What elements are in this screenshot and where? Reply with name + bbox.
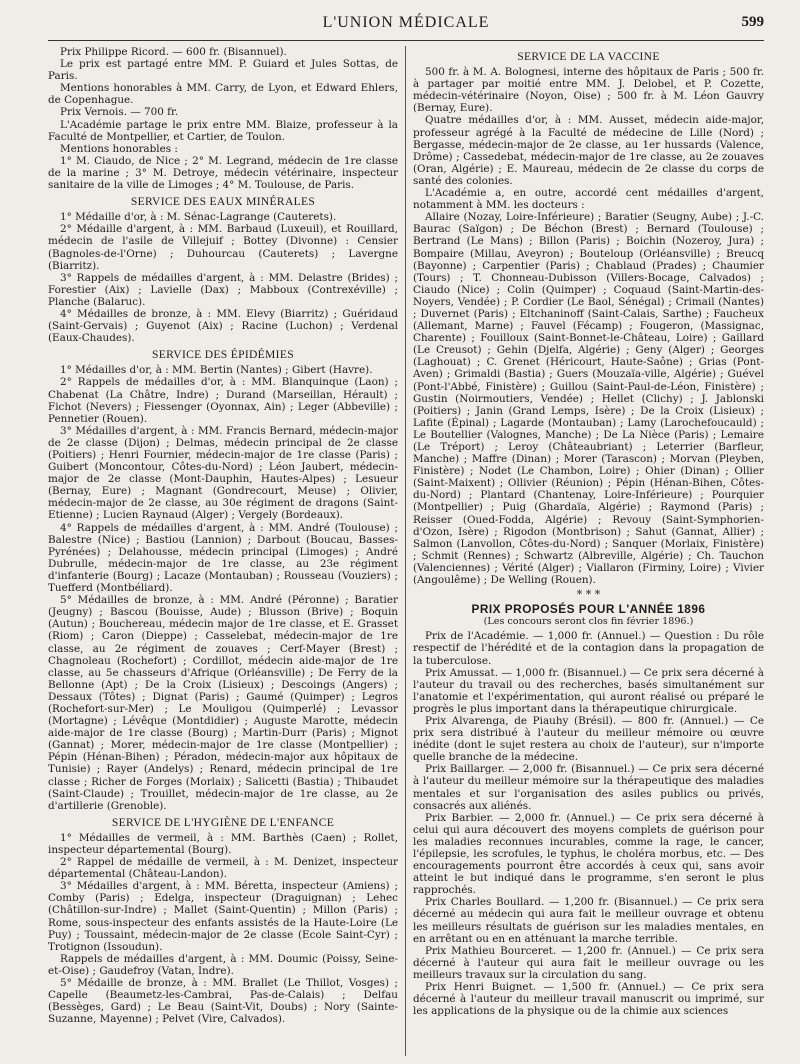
paragraph: Prix Philippe Ricord. — 600 fr. (Bisannuel). bbox=[60, 46, 287, 58]
paragraph: Prix de l'Académie. — 1,000 fr. (Annuel.) — Question : Du rôle respectif de l'hérédité et de la contagion dans la propagation de la tuberculose. bbox=[413, 630, 764, 667]
paragraph: 5° Médaille de bronze, à : MM. Brallet (Le Thillot, Vosges) ; Capelle (Beaumetz-les-Cambrai, Pas-de-Calais) ; Delfau (Bessèges, Gard) ; Le Beau (Saint-Vit, Doubs) ; Nory (Sainte-Suzanne, Mayenne) ; Pelvet (Vire, Calvados). bbox=[48, 977, 398, 1026]
header-rule bbox=[48, 40, 764, 41]
paragraph: Prix Barbier. — 2,000 fr. (Annuel.) — Ce prix sera décerné à celui qui aura découvert des moyens complets de guérison pour les maladies reconnues incurables, comme la rage, le cancer, l'épilepsie, les scrofules, le typhus, le choléra morbus, etc. — Des encouragements pourront être accordés à ceux qui, sans avoir atteint le but indiqué dans le programme, s'en seront le plus rapprochés. bbox=[413, 811, 764, 897]
paragraph: 2° Rappels de médailles d'or, à : MM. Blanquinque (Laon) ; Chabenat (La Châtre, Indre) ; Durand (Marseillan, Hérault) ; Fichot (Nevers) ; Fiessenger (Oyonnax, Ain) ; Leger (Abbeville) ; Pennetier (Rouen). bbox=[48, 376, 398, 425]
paragraph: 3° Médailles d'argent, à : MM. Francis Bernard, médecin-major de 2e classe (Dijon) ; Delmas, médecin principal de 2e classe (Poitiers) ; Henri Fournier, médecin-major de 1re classe (Paris) ; Guibert (Moncontour, Côtes-du-Nord) ; Léon Jaubert, médecin-major de 2e classe (Mont-Dauphin, Hautes-Alpes) ; Lesueur (Bernay, Eure) ; Magnant (Gondrecourt, Meuse) ; Olivier, médecin-major de 2e classe, au 30e régiment de dragons (Saint-Etienne) ; Lucien Raynaud (Alger) ; Vergely (Bordeaux). bbox=[48, 424, 398, 522]
paragraph: 1° M. Ciaudo, de Nice ; 2° M. Legrand, médecin de 1re classe de la marine ; 3° M. Detroye, médecin vétérinaire, inspecteur sanitaire de la ville de Limoges ; 4° M. Toulouse, de Paris. bbox=[48, 154, 398, 192]
paragraph: Prix Henri Buignet. — 1,500 fr. (Annuel.) — Ce prix sera décerné à l'auteur du meilleur travail manuscrit ou imprimé, sur les applications de la physique ou de la chimie aux sciences bbox=[413, 981, 764, 1018]
paragraph: 2° Rappel de médaille de vermeil, à : M. Denizet, inspecteur départemental (Château-Landon). bbox=[48, 856, 398, 881]
paragraph: 5° Médailles de bronze, à : MM. André (Péronne) ; Baratier (Jeugny) ; Bascou (Bouisse, Aude) ; Blusson (Brive) ; Boquin (Autun) ; Bouchereau, médecin major de 1re classe, et E. Grasset (Riom) ; Caron (Dieppe) ; Casselebat, médecin-major de 1re classe, au 2e régiment de zouaves ; Cerf-Mayer (Brest) ; Chagnoleau (Rochefort) ; Cordillot, médecin aide-major de 1re classe, au 5e chasseurs d'Afrique (Orléansville) ; De Ferry de la Bellonne (Apt) ; De la Croix (Lisieux) ; Descoings (Angers) ; Dessaux (Tôtes) ; Dignat (Paris) ; Gaumé (Quimper) ; Legros (Rochefort-sur-Mer) ; Le Mouligou (Quimperlé) ; Levassor (Mortagne) ; Lévêque (Montdidier) ; Auguste Marotte, médecin aide-major de 1re classe (Bourg) ; Martin-Durr (Paris) ; Mignot (Gannat) ; Morer, médecin-major de 1re classe (Montpellier) ; Pépin (Hénan-Bihen) ; Péradon, médecin-major aux hôpitaux de Tunisie) ; Rayer (Andelys) ; Renard, médecin principal de 1re classe ; Richer de Forges (Morlaix) ; Salicetti (Bastia) ; Thibaudet (Saint-Claude) ; Trouillet, médecin-major de 1re classe, au 2e d'artillerie (Grenoble). bbox=[48, 594, 398, 812]
section-heading: SERVICE DE LA VACCINE bbox=[517, 50, 660, 63]
paragraph: 1° Médailles d'or, à : MM. Bertin (Nantes) ; Gibert (Havre). bbox=[60, 364, 373, 377]
two-column-body bbox=[48, 46, 764, 1056]
paragraph: 500 fr. à M. A. Bolognesi, interne des hôpitaux de Paris ; 500 fr. à partager par moitié entre MM. J. Delobel, et P. Cozette, médecin-vétérinaire (Noyon, Oise) ; 500 fr. à M. Léon Gauvry (Bernay, Eure). bbox=[413, 66, 764, 115]
paragraph: Rappels de médailles d'argent, à : MM. Doumic (Poissy, Seine-et-Oise) ; Gaudefroy (Vatan, Indre). bbox=[48, 952, 398, 977]
section-heading: SERVICE DE L'HYGIÈNE DE L'ENFANCE bbox=[111, 815, 335, 829]
paragraph: 4° Rappels de médailles d'argent, à : MM. André (Toulouse) ; Balestre (Nice) ; Bastiou (Lannion) ; Darbout (Boucau, Basses-Pyrénées) ; Delahousse, médecin principal (Limoges) ; André Dubrulle, médecin-major de 1re classe, au 23e régiment d'infanterie (Bourg) ; Lacaze (Montauban) ; Rousseau (Vouziers) ; Tuefferd (Montbéliard). bbox=[48, 521, 398, 595]
paragraph: Prix Charles Boullard. — 1,200 fr. (Bisannuel.) — Ce prix sera décerné au médecin qui aura fait le meilleur ouvrage et obtenu les meilleurs résultats de guérison sur les maladies mentales, en en arrêtant ou en en atténuant la marche terrible. bbox=[413, 896, 764, 945]
paragraph: Prix Alvarenga, de Piauhy (Brésil). — 800 fr. (Annuel.) — Ce prix sera distribué à l'auteur du meilleur mémoire ou œuvre inédite (dont le sujet restera au choix de l'auteur), sur n'importe quelle branche de la médecine. bbox=[413, 714, 764, 764]
paragraph: L'Académie partage le prix entre MM. Blaize, professeur à la Faculté de Montpellier, et Cartier, de Toulon. bbox=[48, 118, 398, 143]
paragraph: 3° Rappels de médailles d'argent, à : MM. Delastre (Brides) ; Forestier (Aix) ; Lavielle (Dax) ; Mabboux (Contrexéville) ; Planche (Balaruc). bbox=[48, 271, 398, 308]
paragraph: Le prix est partagé entre MM. P. Guiard et Jules Sottas, de Paris. bbox=[48, 58, 398, 83]
paragraph: Prix Vernois. — 700 fr. bbox=[60, 106, 179, 119]
page-number: 599 bbox=[741, 14, 764, 30]
main-heading: PRIX PROPOSÉS POUR L'ANNÉE 1896 bbox=[471, 602, 706, 617]
paragraph: Mentions honorables : bbox=[60, 142, 178, 155]
journal-title: L'UNION MÉDICALE bbox=[322, 14, 490, 31]
paragraph: 2° Médaille d'argent, à : MM. Barbaud (Luxeuil), et Rouillard, médecin de l'asile de Villejuif ; Bottey (Divonne) : Censier (Bagnoles-de-l'Orne) ; Duhourcau (Cauterets) ; Lavergne (Biarritz). bbox=[48, 223, 398, 272]
paragraph: 3° Médailles d'argent, à : MM. Béretta, inspecteur (Amiens) ; Comby (Paris) ; Edelga, inspecteur (Draguignan) ; Lehec (Châtillon-sur-Indre) ; Mallet (Saint-Quentin) ; Millon (Paris) ; Rome, sous-inspecteur des enfants assistés de la Haute-Loire (Le Puy) ; Toussaint, médecin-major de 2e classe (Ecole Saint-Cyr) ; Trotignon (Issoudun). bbox=[48, 880, 398, 953]
page-header bbox=[48, 14, 764, 36]
paragraph: Prix Mathieu Bourceret. — 1,200 fr. (Annuel.) — Ce prix sera décerné à l'auteur qui aura fait le meilleur ouvrage ou les meilleurs travaux sur la circulation du sang. bbox=[413, 944, 764, 981]
paragraph: Allaire (Nozay, Loire-Inférieure) ; Baratier (Seugny, Aube) ; J.-C. Baurac (Saïgon) ; De Béchon (Brest) ; Bernard (Toulouse) ; Bertrand (Le Mans) ; Billon (Paris) ; Boichin (Nozeroy, Jura) ; Bompaire (Millau, Aveyron) ; Bouteloup (Orléansville) ; Breucq (Bayonne) ; Carpentier (Paris) ; Chablaud (Prades) ; Chaumier (Tours) ; T. Chonneau-Dubisson (Villers-Bocage, Calvados) ; Ciaudo (Nice) ; Colin (Quimper) ; Coquaud (Saint-Martin-des-Noyers, Vendée) ; P. Cordier (Le Baol, Sénégal) ; Crimail (Nantes) ; Duvernet (Paris) ; Eltchaninoff (Saint-Calais, Sarthe) ; Faucheux (Allemant, Marne) ; Fauvel (Fécamp) ; Fougeron, (Massignac, Charente) ; Fouilloux (Saint-Bonnet-le-Château, Loire) ; Gaillard (Le Creusot) ; Gehin (Djelfa, Algérie) ; Geny (Alger) ; Georges (Laghouat) ; C. Grenet (Héricourt, Haute-Saône) ; Grias (Pont-Aven) ; Grimaldi (Bastia) ; Guers (Mouzaïa-ville, Algérie) ; Guével (Pont-l'Abbé, Finistère) ; Guillou (Saint-Paul-de-Léon, Finistère) ; Gustin (Noirmoutiers, Vendée) ; Hellet (Clichy) ; J. Jablonski (Poitiers) ; Janin (Grand Lemps, Isère) ; De la Croix (Lisieux) ; Lafite (Épinal) ; Lagarde (Montauban) ; Lamy (Larochefoucauld) ; Le Boutellier (Valognes, Manche) ; De La Nièce (Paris) ; Lemaire (Le Tréport) ; Leroy (Châteaubriant) ; Leterrier (Barfleur, Manche) ; Maffre (Dinan) ; Morer (Tarascon) ; Morvan (Pleyben, Finistère) ; Nodet (Le Chambon, Loire) ; Ohier (Dinan) ; Ollier (Saint-Maixent) ; Ollivier (Réunion) ; Pépin (Hénan-Bihen, Côtes-du-Nord) ; Plantard (Chantenay, Loire-Inférieure) ; Pourquier (Montpellier) ; Puig (Ghardaïa, Algérie) ; Raymond (Paris) ; Reisser (Oued-Fodda, Algérie) ; Revouy (Saint-Symphorien-d'Ozon, Isère) ; Rigodon (Montbrison) ; Sahut (Gannat, Allier) ; Salmon (Lanvollon, Côtes-du-Nord) ; Sanquer (Morlaix, Finistère) ; Schmit (Rennes) ; Schwartz (Albreville, Algérie) ; Ch. Tauchon (Valenciennes) ; Vérité (Alger) ; Viallaron (Firminy, Loire) ; Vivier (Angoulême) ; De Welling (Rouen). bbox=[413, 211, 764, 587]
asterism: * * * bbox=[576, 588, 601, 602]
paragraph: L'Académie a, en outre, accordé cent médailles d'argent, notamment à MM. les docteurs : bbox=[413, 187, 764, 212]
paragraph: Quatre médailles d'or, à : MM. Ausset, médecin aide-major, professeur agrégé à la Faculté de médecine de Lille (Nord) ; Bergasse, médecin-major de 2e classe, au 1er hussards (Valence, Drôme) ; Cassedebat, médecin-major de 1re classe, au 2e zouaves (Oran, Algérie) ; E. Maureau, médecin de 2e classe du corps de santé des colonies. bbox=[413, 114, 764, 187]
paragraph: Prix Amussat. — 1,000 fr. (Bisannuel.) — Ce prix sera décerné à l'auteur du travail ou des recherches, basés simultanément sur l'anatomie et l'expérimentation, qui auront réalisé ou préparé le progrès le plus important dans la thérapeutique chirurgicale. bbox=[413, 666, 764, 715]
paragraph: Prix Baillarger. — 2,000 fr. (Bisannuel.) — Ce prix sera décerné à l'auteur du meilleur mémoire sur la thérapeutique des maladies mentales et sur l'organisation des asiles publics ou privés, consacrés aux aliénés. bbox=[413, 763, 764, 812]
section-heading: SERVICE DES EAUX MINÉRALES bbox=[130, 195, 316, 209]
section-heading: SERVICE DES ÉPIDÉMIES bbox=[152, 348, 294, 362]
paragraph: 1° Médailles de vermeil, à : MM. Barthès (Caen) ; Rollet, inspecteur départemental (Bourg). bbox=[48, 831, 398, 856]
left-column bbox=[48, 46, 406, 1056]
paragraph: Mentions honorables à MM. Carry, de Lyon, et Edward Ehlers, de Copenhague. bbox=[48, 82, 398, 107]
subheading-note: (Les concours seront clos fin février 1896.) bbox=[483, 616, 694, 628]
paragraph: 1° Médaille d'or, à : M. Sénac-Lagrange (Cauterets). bbox=[60, 211, 337, 224]
paragraph: 4° Médailles de bronze, à : MM. Elevy (Biarritz) ; Guéridaud (Saint-Gervais) ; Guyenot (Aix) ; Racine (Luchon) ; Verdenal (Eaux-Chaudes). bbox=[48, 307, 398, 345]
right-column bbox=[406, 46, 764, 1056]
